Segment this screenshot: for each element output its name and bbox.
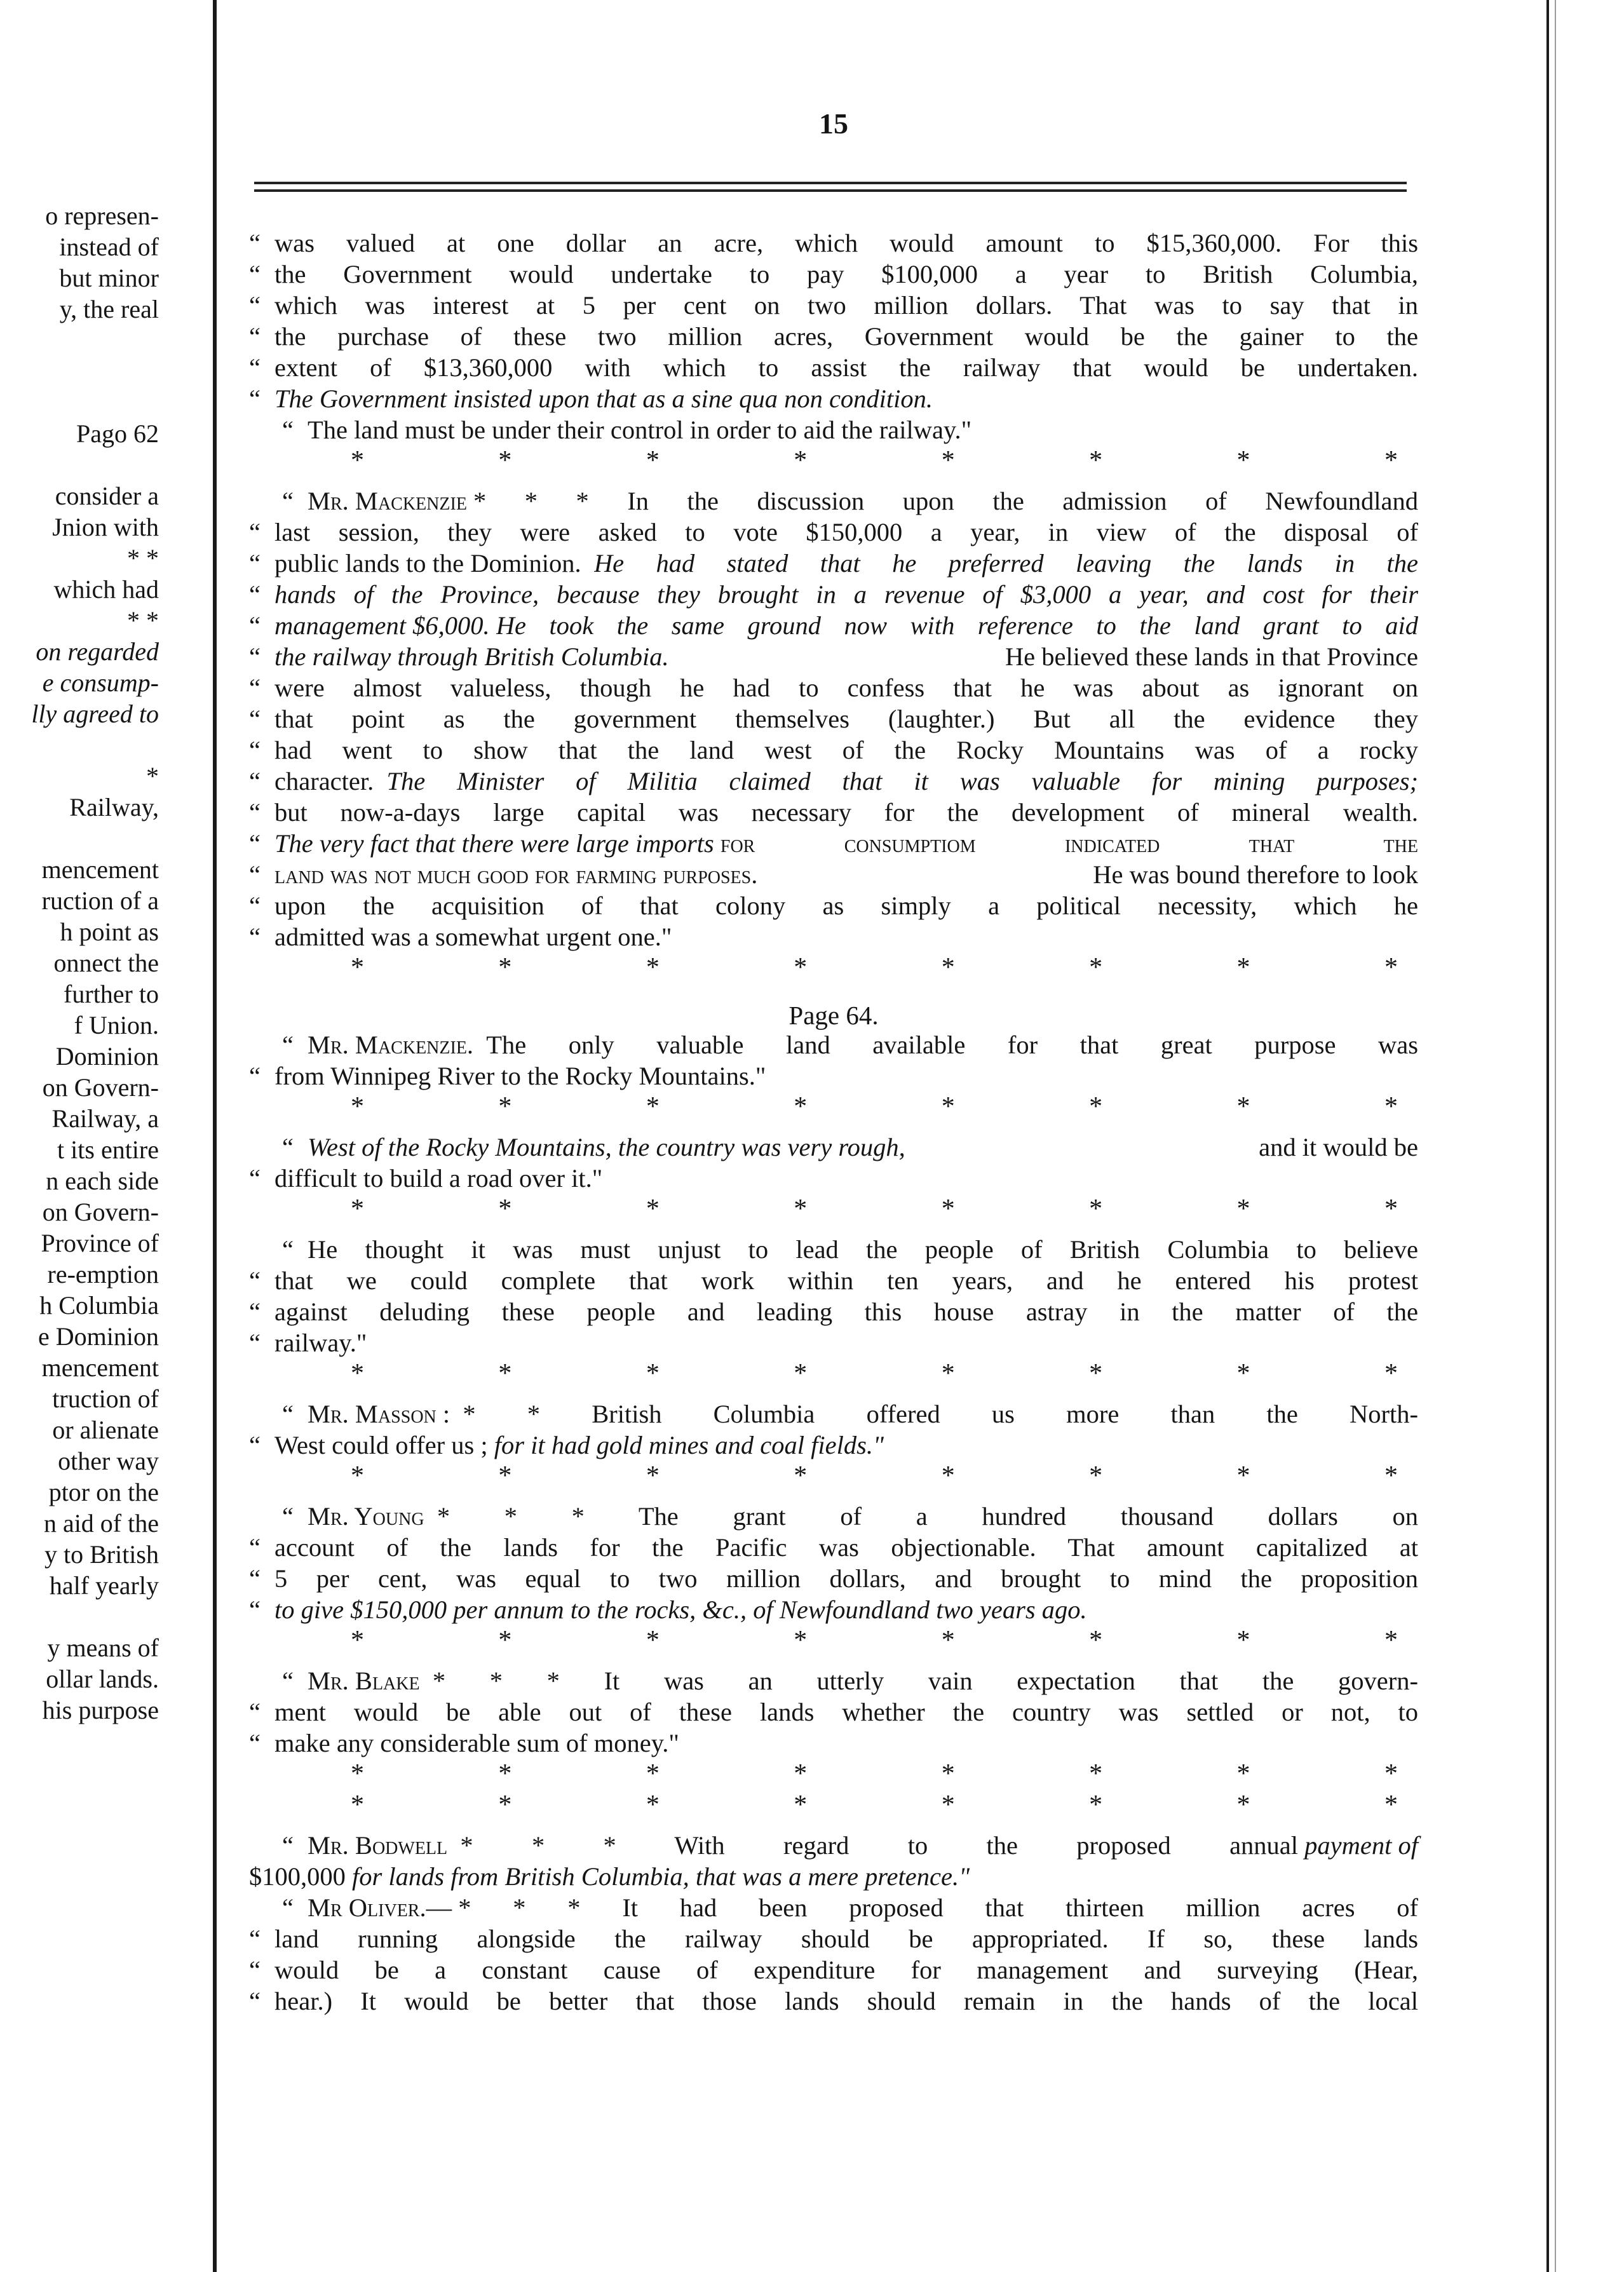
facing-page-fragment: n each side (46, 1166, 159, 1195)
body-line: that point as the government themselves (laughter.) But all the evidence they (274, 705, 1418, 733)
quote-mark: “ (249, 549, 261, 578)
body-line: had went to show that the land west of the Rocky Mountains was of a rocky (274, 736, 1418, 764)
body-line: that we could complete that work within ten years, and he entered his protest (274, 1266, 1418, 1295)
body-line: The land must be under their control in order to aid the railway." (308, 416, 972, 444)
ellipsis-star: * (794, 446, 808, 475)
quote-mark: “ (249, 1956, 261, 1984)
facing-page-fragment: or alienate (52, 1416, 159, 1444)
quote-mark: “ (282, 1502, 294, 1531)
body-line: hands of the Province, because they brought in a revenue of $3,000 a year, and cost for their (274, 580, 1418, 609)
header-rule-bottom (254, 189, 1407, 192)
ellipsis-star: * (646, 1790, 660, 1820)
facing-page-fragment: on regarded (36, 637, 159, 666)
body-line: for it had gold mines and coal fields." (494, 1431, 884, 1459)
ellipsis-star: * (794, 1194, 808, 1224)
ellipsis-star: * (1089, 1790, 1103, 1820)
quote-mark: “ (249, 518, 261, 546)
body-line: account of the lands for the Pacific was objectionable. That amount capitalized at (274, 1533, 1418, 1562)
ellipsis-star: * (1384, 1194, 1398, 1224)
body-line: He believed these lands in that Province (1005, 642, 1418, 671)
facing-page-fragment: lly agreed to (31, 700, 159, 728)
ellipsis-stars (249, 1194, 1418, 1225)
ellipsis-star: * (498, 1092, 512, 1121)
quote-mark: “ (249, 229, 261, 257)
quote-mark: “ (249, 860, 261, 889)
quote-mark: “ (249, 673, 261, 702)
facing-page-fragment: e consump- (42, 668, 159, 697)
ellipsis-star: * (1236, 1194, 1250, 1224)
ellipsis-star: * (1384, 446, 1398, 475)
ellipsis-star: * (498, 1194, 512, 1224)
quote-mark: “ (282, 487, 294, 515)
ellipsis-star: * (1384, 953, 1398, 982)
ellipsis-star: * (1236, 1790, 1250, 1820)
ellipsis-stars (249, 1092, 1418, 1123)
body-line: * * * It had been proposed that thirteen million acres of (458, 1893, 1418, 1922)
ellipsis-stars (249, 1358, 1418, 1390)
quote-mark: “ (249, 1698, 261, 1726)
ellipsis-star: * (498, 1359, 512, 1388)
page-body (249, 227, 1418, 2017)
speaker-name: Mr. Young (308, 1502, 424, 1531)
facing-page-fragment: ptor on the (48, 1478, 159, 1506)
ellipsis-star: * (351, 953, 364, 982)
quote-mark: “ (282, 1893, 294, 1922)
body-line: against deluding these people and leading this house astray in the matter of the (274, 1297, 1418, 1326)
ellipsis-star: * (498, 1790, 512, 1820)
quote-mark: “ (282, 1031, 294, 1059)
body-line: per annum (453, 1595, 564, 1624)
ellipsis-star: * (794, 1759, 808, 1789)
body-line: He took the same ground now with reference to the land grant to aid (496, 611, 1418, 640)
ellipsis-stars (249, 1759, 1418, 1790)
quote-mark: “ (249, 260, 261, 288)
ellipsis-star: * (646, 953, 660, 982)
ellipsis-star: * (646, 1359, 660, 1388)
ellipsis-star: * (1089, 1194, 1103, 1224)
quote-mark: “ (249, 1533, 261, 1562)
body-line: The Minister of Militia claimed that it was valuable for mining purposes; (386, 767, 1418, 795)
quote-mark: “ (249, 1431, 261, 1459)
ellipsis-star: * (1236, 1461, 1250, 1491)
facing-page-fragment: other way (58, 1447, 159, 1475)
ellipsis-stars (249, 1790, 1418, 1821)
facing-page-fragment: t its entire (57, 1135, 159, 1164)
ellipsis-star: * (941, 446, 955, 475)
quote-mark: “ (249, 642, 261, 671)
quote-mark: “ (249, 705, 261, 733)
facing-page-fragment: mencement (41, 855, 159, 884)
quote-mark: “ (282, 1133, 294, 1161)
body-line: for lands from British Columbia, that was a mere pretence." (352, 1862, 970, 1891)
ellipsis-star: * (1384, 1092, 1398, 1121)
section-heading: Page 64. (788, 1001, 879, 1030)
body-line: character. (274, 767, 374, 795)
body-line: * * * It was an utterly vain expectation that the govern- (432, 1667, 1418, 1695)
body-line: * * British Columbia offered us more than the North- (463, 1400, 1418, 1428)
ellipsis-star: * (1384, 1359, 1398, 1388)
ellipsis-stars (249, 1625, 1418, 1656)
body-line: to the rocks, &c., of Newfoundland two years ago. (570, 1595, 1087, 1624)
ellipsis-star: * (941, 1359, 955, 1388)
ellipsis-stars (249, 1461, 1418, 1492)
ellipsis-star: * (498, 1626, 512, 1655)
quote-mark: “ (249, 291, 261, 320)
body-line: He had stated that he preferred leaving the lands in the (593, 549, 1418, 578)
body-line: for consumptiom indicated that the (720, 829, 1418, 858)
facing-page-fragment: * * (127, 544, 159, 572)
facing-page-column (0, 200, 159, 1726)
facing-page-fragment: Railway, a (51, 1104, 159, 1133)
facing-page-fragment: h Columbia (39, 1291, 159, 1320)
facing-page-fragment: ruction of a (41, 886, 159, 915)
ellipsis-star: * (498, 1759, 512, 1789)
body-line: West of the Rocky Mountains, the country was very rough, (308, 1133, 905, 1161)
body-line: admitted was a somewhat urgent one." (274, 923, 672, 951)
facing-page-fragment: but minor (59, 264, 159, 292)
page-number: 15 (819, 107, 848, 140)
body-line: $100,000 (249, 1862, 346, 1891)
quote-mark: “ (249, 1164, 261, 1193)
quote-mark: “ (249, 1924, 261, 1953)
body-line: the purchase of these two million acres, Government would be the gainer to the (274, 322, 1418, 351)
body-line: railway." (274, 1329, 367, 1357)
ellipsis-star: * (1089, 953, 1103, 982)
body-line: would be a constant cause of expenditure for management and surveying (Hear, (274, 1956, 1418, 1984)
facing-page-fragment: Jnion with (52, 513, 159, 541)
facing-page-fragment: f Union. (74, 1011, 159, 1039)
body-line: from Winnipeg River to the Rocky Mountains." (274, 1062, 766, 1090)
ellipsis-star: * (646, 1759, 660, 1789)
ellipsis-star: * (351, 1359, 364, 1388)
quote-mark: “ (282, 1400, 294, 1428)
body-line: but now-a-days large capital was necessary for the development of mineral wealth. (274, 798, 1418, 827)
body-line: The only valuable land available for that great purpose was (486, 1031, 1418, 1059)
body-line: * * * With regard to the proposed annual (460, 1831, 1299, 1860)
quote-mark: “ (249, 1329, 261, 1357)
facing-page-fragment: ollar lands. (46, 1665, 159, 1693)
ellipsis-star: * (794, 953, 808, 982)
ellipsis-star: * (351, 1092, 364, 1121)
quote-mark: “ (249, 353, 261, 382)
ellipsis-star: * (1236, 1359, 1250, 1388)
facing-page-fragment: y means of (47, 1633, 159, 1662)
header-rule-top (254, 182, 1407, 184)
quote-mark: “ (249, 829, 261, 858)
quote-mark: “ (249, 611, 261, 640)
facing-page-fragment: * (146, 762, 159, 790)
ellipsis-star: * (646, 1626, 660, 1655)
ellipsis-star: * (351, 1194, 364, 1224)
ellipsis-star: * (351, 1790, 364, 1820)
facing-page-blank (0, 729, 159, 761)
body-line: last session, they were asked to vote $150,000 a year, in view of the disposal of (274, 518, 1418, 546)
facing-page-fragment: y, the real (59, 295, 159, 323)
ellipsis-star: * (794, 1461, 808, 1491)
quote-mark: “ (282, 1831, 294, 1860)
ellipsis-star: * (941, 1092, 955, 1121)
ellipsis-star: * (1089, 446, 1103, 475)
ellipsis-star: * (351, 1626, 364, 1655)
speaker-name: Mr. Masson : (308, 1400, 450, 1428)
ellipsis-star: * (1384, 1790, 1398, 1820)
quote-mark: “ (249, 1729, 261, 1757)
body-line: ment would be able out of these lands whether the country was settled or not, to (274, 1698, 1418, 1726)
body-line: the railway through British Columbia. (274, 642, 669, 671)
ellipsis-star: * (1089, 1759, 1103, 1789)
body-line: land running alongside the railway should be appropriated. If so, these lands (274, 1924, 1418, 1953)
facing-page-fragment: truction of (52, 1384, 159, 1413)
body-line: The Government insisted upon that as a sine qua non condition. (274, 384, 933, 413)
facing-page-fragment: o represen- (45, 201, 159, 230)
ellipsis-star: * (1384, 1759, 1398, 1789)
ellipsis-star: * (941, 1194, 955, 1224)
ellipsis-star: * (1236, 1759, 1250, 1789)
quote-mark: “ (249, 1266, 261, 1295)
ellipsis-star: * (794, 1092, 808, 1121)
facing-page-blank (0, 1601, 159, 1632)
quote-mark: “ (249, 1062, 261, 1090)
ellipsis-stars (249, 445, 1418, 477)
body-line: payment of (1304, 1831, 1418, 1860)
body-line: * * * In the discussion upon the admission of Newfoundland (473, 487, 1418, 515)
body-line: and it would be (1259, 1133, 1418, 1161)
ellipsis-star: * (351, 1759, 364, 1789)
ellipsis-star: * (1089, 1461, 1103, 1491)
quote-mark: “ (249, 891, 261, 920)
facing-page-fragment: Dominion (55, 1042, 159, 1071)
body-line: He thought it was must unjust to lead the people of British Columbia to believe (308, 1235, 1418, 1264)
ellipsis-star: * (1236, 1092, 1250, 1121)
facing-page-fragment: half yearly (49, 1571, 159, 1600)
quote-mark: “ (249, 1595, 261, 1624)
ellipsis-star: * (941, 1626, 955, 1655)
speaker-name: Mr. Mackenzie (308, 487, 467, 515)
quote-mark: “ (249, 767, 261, 795)
ellipsis-star: * (941, 1790, 955, 1820)
speaker-name: Mr. Bodwell (308, 1831, 448, 1860)
body-line: hear.) It would be better that those lands should remain in the hands of the local (274, 1987, 1418, 2015)
facing-page-blank (0, 449, 159, 480)
ellipsis-star: * (646, 446, 660, 475)
facing-page-fragment: consider a (55, 482, 159, 510)
facing-page-fragment: Province of (41, 1229, 159, 1257)
ellipsis-star: * (941, 953, 955, 982)
ellipsis-star: * (1236, 446, 1250, 475)
facing-page-blank (0, 356, 159, 387)
body-line: to give $150,000 (274, 1595, 447, 1624)
facing-page-fragment: e Dominion (38, 1322, 159, 1351)
body-line: 5 per cent, was equal to two million dollars, and brought to mind the proposition (274, 1564, 1418, 1593)
facing-page-fragment: y to British (44, 1540, 159, 1569)
facing-page-fragment: on Govern- (42, 1073, 159, 1102)
ellipsis-star: * (941, 1759, 955, 1789)
facing-page-fragment: re-emption (47, 1260, 159, 1288)
ellipsis-star: * (646, 1194, 660, 1224)
facing-page-blank (0, 325, 159, 356)
quote-mark: “ (249, 322, 261, 351)
body-line: extent of $13,360,000 with which to assist the railway that would be undertaken. (274, 353, 1418, 382)
ellipsis-stars (249, 952, 1418, 984)
ellipsis-star: * (1384, 1626, 1398, 1655)
body-line: make any considerable sum of money." (274, 1729, 679, 1757)
body-line: were almost valueless, though he had to confess that he was about as ignorant on (274, 673, 1418, 702)
facing-page-fragment: onnect the (53, 949, 159, 977)
quote-mark: “ (249, 1987, 261, 2015)
facing-page-fragment: h point as (60, 917, 159, 946)
quote-mark: “ (282, 1667, 294, 1695)
quote-mark: “ (282, 416, 294, 444)
quote-mark: “ (249, 384, 261, 413)
ellipsis-star: * (1236, 1626, 1250, 1655)
facing-page-fragment: further to (64, 980, 159, 1008)
quote-mark: “ (249, 798, 261, 827)
quote-mark: “ (282, 1235, 294, 1264)
speaker-name: Mr. Mackenzie. (308, 1031, 474, 1059)
ellipsis-star: * (1236, 953, 1250, 982)
quote-mark: “ (249, 1564, 261, 1593)
speaker-name: Mr. Blake (308, 1667, 420, 1695)
quote-mark: “ (249, 736, 261, 764)
facing-page-blank (0, 823, 159, 854)
facing-page-fragment: Railway, (69, 793, 159, 822)
ellipsis-star: * (1089, 1092, 1103, 1121)
ellipsis-star: * (498, 1461, 512, 1491)
body-line: management $6,000. (274, 611, 490, 640)
facing-page-fragment: which had (53, 575, 159, 604)
quote-mark: “ (249, 1297, 261, 1326)
body-line: * * * The grant of a hundred thousand dollars on (436, 1502, 1418, 1531)
ellipsis-star: * (646, 1461, 660, 1491)
ellipsis-star: * (1384, 1461, 1398, 1491)
ellipsis-star: * (1089, 1359, 1103, 1388)
body-line: The very fact that there were large imports (274, 829, 714, 858)
body-line: West could offer us ; (274, 1431, 488, 1459)
body-line: upon the acquisition of that colony as simply a political necessity, which he (274, 891, 1418, 920)
facing-page-fragment: his purpose (42, 1696, 159, 1724)
ellipsis-star: * (1089, 1626, 1103, 1655)
facing-page-fragment: Pago 62 (76, 419, 159, 448)
body-line: which was interest at 5 per cent on two million dollars. That was to say that in (274, 291, 1418, 320)
ellipsis-star: * (794, 1626, 808, 1655)
facing-page-fragment: on Govern- (42, 1198, 159, 1226)
body-line: land was not much good for farming purposes. (274, 860, 758, 889)
facing-page-fragment: n aid of the (43, 1509, 159, 1538)
quote-mark: “ (249, 923, 261, 951)
facing-page-fragment: mencement (41, 1353, 159, 1382)
ellipsis-star: * (646, 1092, 660, 1121)
body-line: public lands to the Dominion. (274, 549, 581, 578)
ellipsis-star: * (351, 446, 364, 475)
quote-mark: “ (249, 580, 261, 609)
ellipsis-star: * (941, 1461, 955, 1491)
facing-page-fragment: * * (127, 606, 159, 635)
ellipsis-star: * (794, 1790, 808, 1820)
body-line: difficult to build a road over it." (274, 1164, 603, 1193)
speaker-name: Mr Oliver.— (308, 1893, 452, 1922)
body-line: the Government would undertake to pay $100,000 a year to British Columbia, (274, 260, 1418, 288)
ellipsis-star: * (498, 446, 512, 475)
body-line: He was bound therefore to look (1093, 860, 1418, 889)
body-line: was valued at one dollar an acre, which would amount to $15,360,000. For this (274, 229, 1418, 257)
facing-page-blank (0, 387, 159, 418)
ellipsis-star: * (498, 953, 512, 982)
ellipsis-star: * (351, 1461, 364, 1491)
ellipsis-star: * (794, 1359, 808, 1388)
facing-page-fragment: instead of (59, 233, 159, 261)
